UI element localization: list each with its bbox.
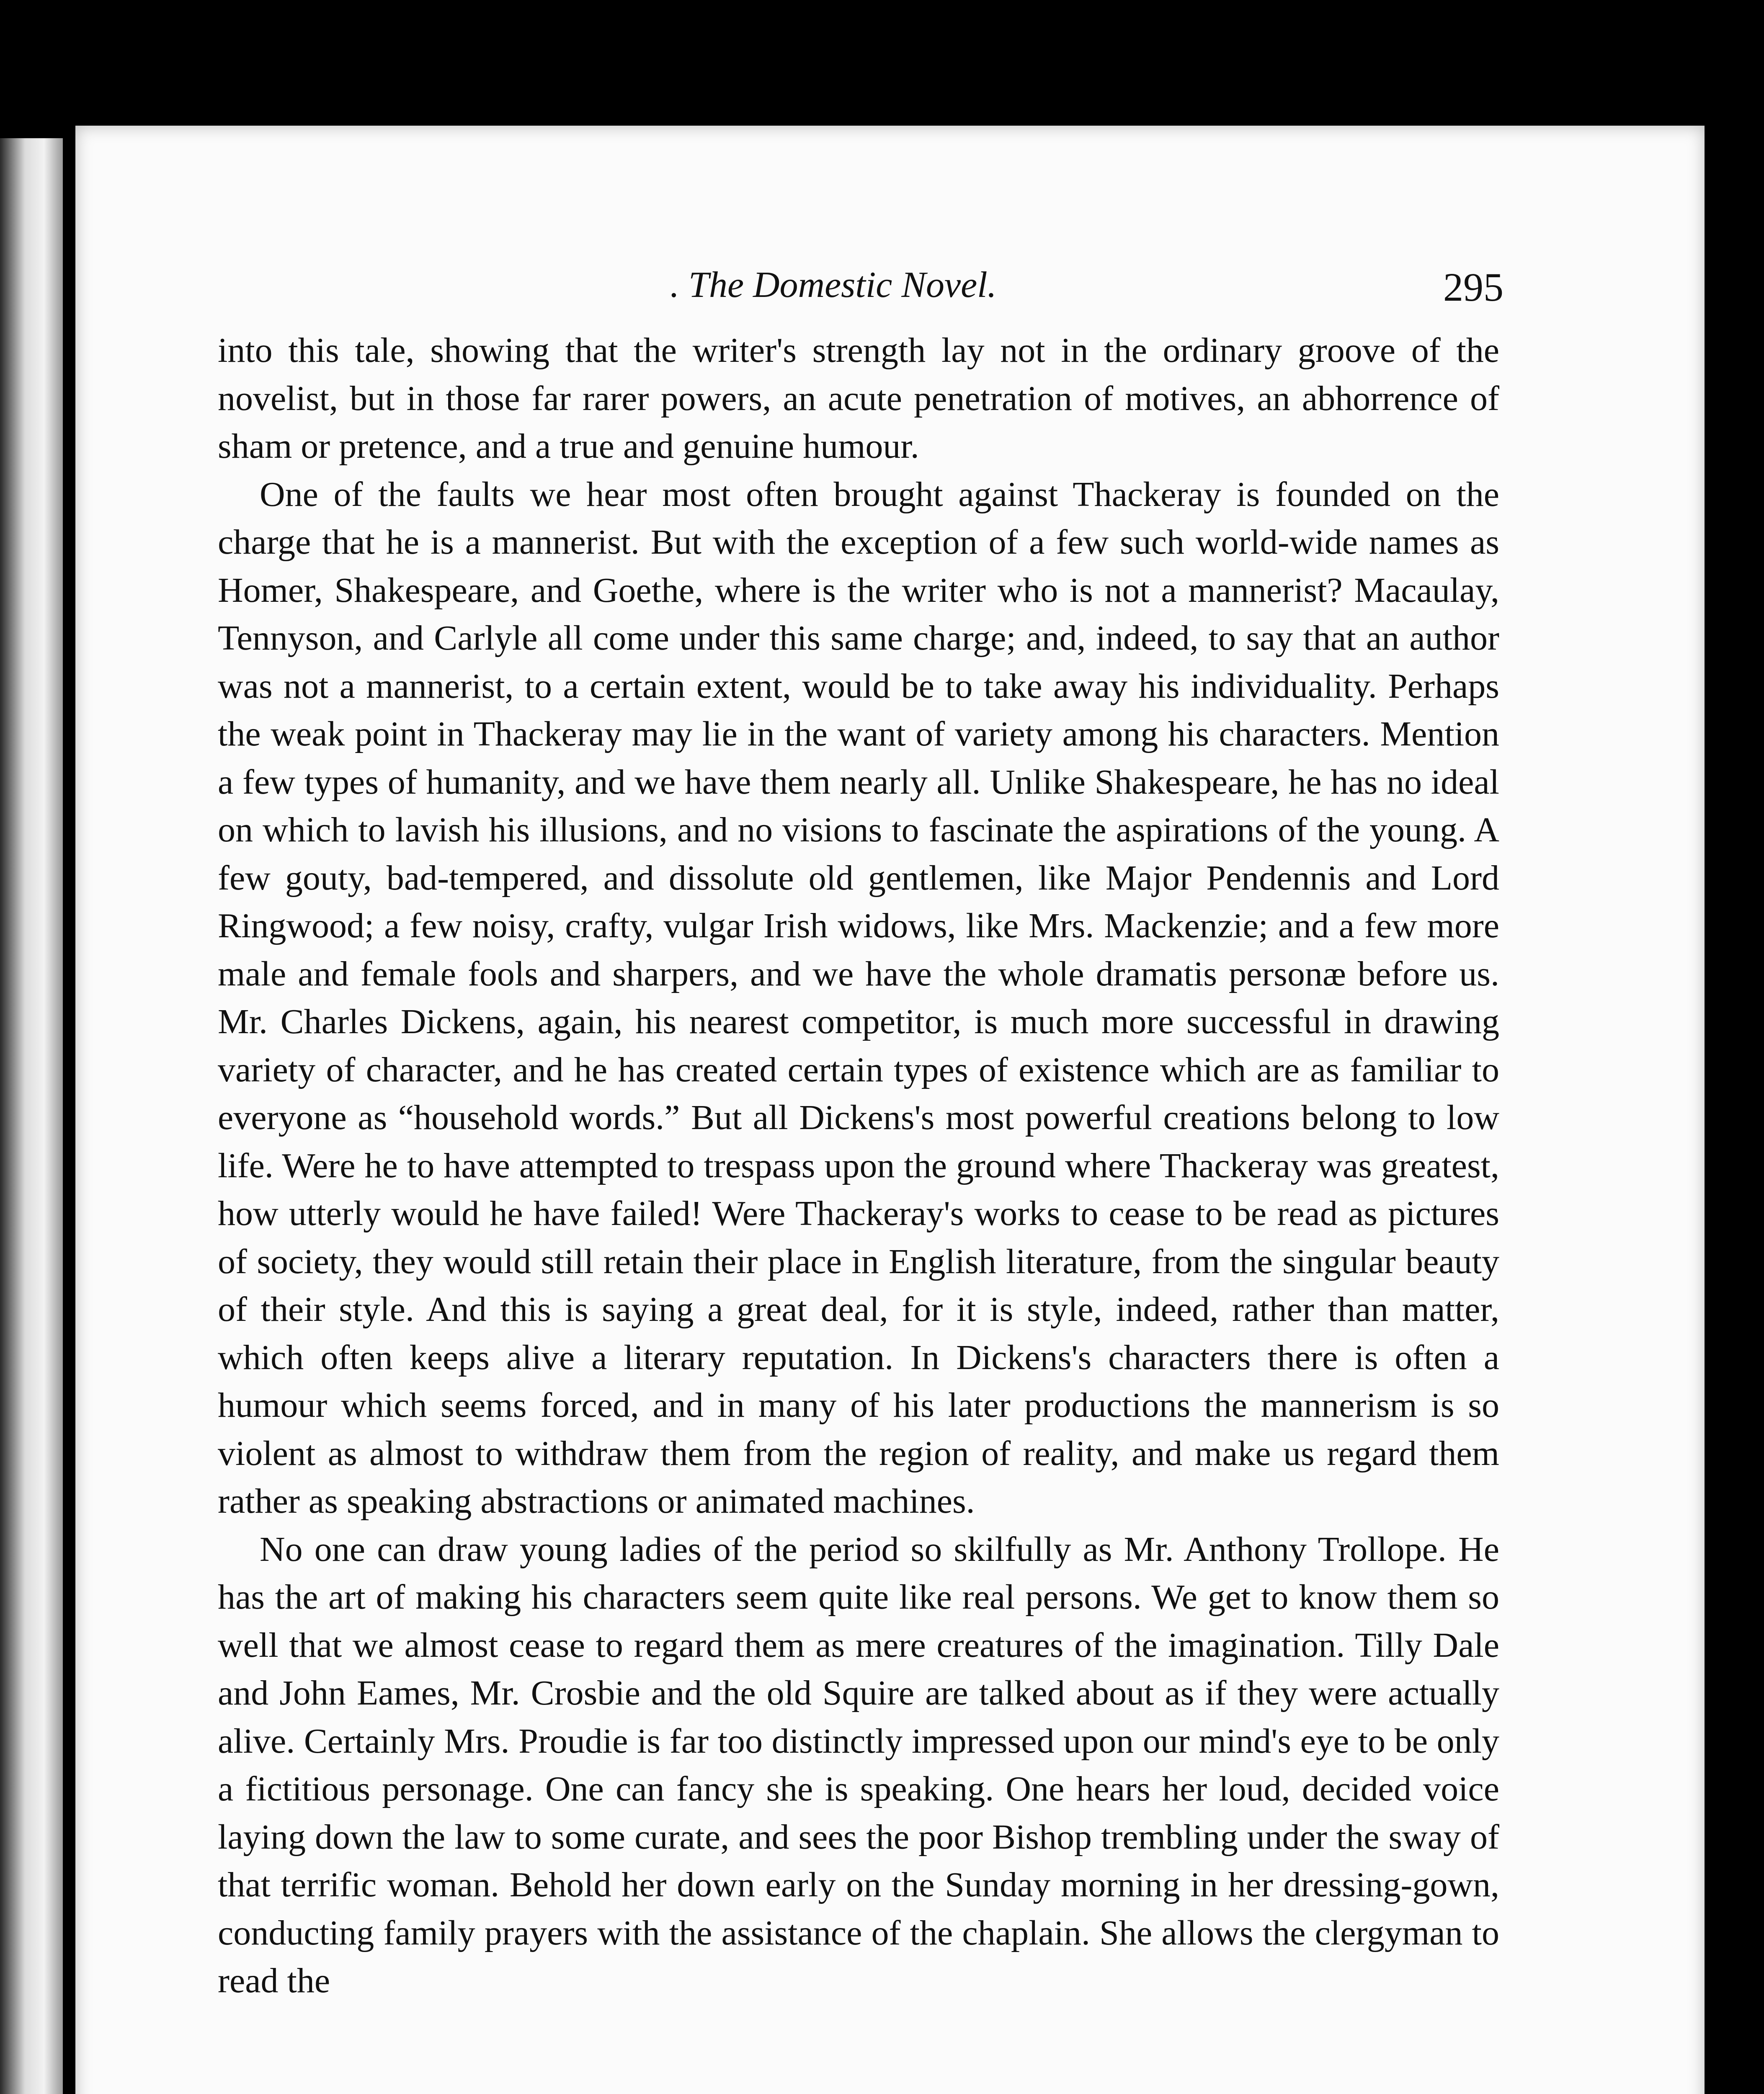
body-text — [218, 327, 1499, 2005]
book-page — [75, 126, 1705, 2094]
paragraph-continued: into this tale, showing that the writer's strength lay not in the ordinary groove of the novelist, but in those far rarer powers, an acute penetration of motives, an abhorrence of sham or pretence, and a true and genuine humour. — [218, 331, 1499, 466]
running-title: . The Domestic Novel. — [670, 265, 997, 305]
running-head — [209, 264, 1504, 314]
paragraph-trollope: No one can draw young ladies of the period so skilfully as Mr. Anthony Trollope. He has the art of making his characters seem quite like real persons. We get to know them so well that we almost cease to regard them as mere creatures of the imagination. Tilly Dale and John Eames, Mr. Crosbie and the old Squire are talked about as if they were actually alive. Certainly Mrs. Proudie is far too distinctly impressed upon our mind's eye to be only a fictitious personage. One can fancy she is speaking. One hears her loud, decided voice laying down the law to some curate, and sees the poor Bishop trembling under the sway of that terrific woman. Behold her down early on the Sunday morning in her dressing-gown, conducting family prayers with the assistance of the chaplain. She allows the clergyman to read the — [218, 1529, 1499, 2000]
paragraph-thackeray: One of the faults we hear most often brought against Thackeray is founded on the charge that he is a mannerist. But with the exception of a few such world-wide names as Homer, Shakespeare, and Goethe, where is the writer who is not a mannerist? Macaulay, Tennyson, and Carlyle all come under this same charge; and, indeed, to say that an author was not a mannerist, to a certain extent, would be to take away his individuality. Perhaps the weak point in Thackeray may lie in the want of variety among his characters. Mention a few types of humanity, and we have them nearly all. Unlike Shakespeare, he has no ideal on which to lavish his illusions, and no visions to fascinate the aspirations of the young. A few gouty, bad-tempered, and dissolute old gentlemen, like Major Pendennis and Lord Ringwood; a few noisy, crafty, vulgar Irish widows, like Mrs. Mackenzie; and a few more male and female fools and sharpers, and we have the whole dramatis personæ before us. Mr. Charles Dickens, again, his nearest competitor, is much more successful in drawing variety of character, and he has created certain types of existence which are as familiar to everyone as “household words.” But all Dickens's most powerful creations belong to low life. Were he to have attempted to trespass upon the ground where Thackeray was greatest, how utterly would he have failed! Were Thackeray's works to cease to be read as pictures of society, they would still retain their place in English literature, from the singular beauty of their style. And this is saying a great deal, for it is style, indeed, rather than matter, which often keeps alive a literary reputation. In Dickens's characters there is often a humour which seems forced, and in many of his later productions the mannerism is so violent as almost to withdraw them from the region of reality, and make us regard them rather as speaking abstractions or animated machines. — [218, 475, 1499, 1521]
page-number: 295 — [1443, 265, 1504, 309]
adjacent-page-edge — [0, 138, 63, 2094]
